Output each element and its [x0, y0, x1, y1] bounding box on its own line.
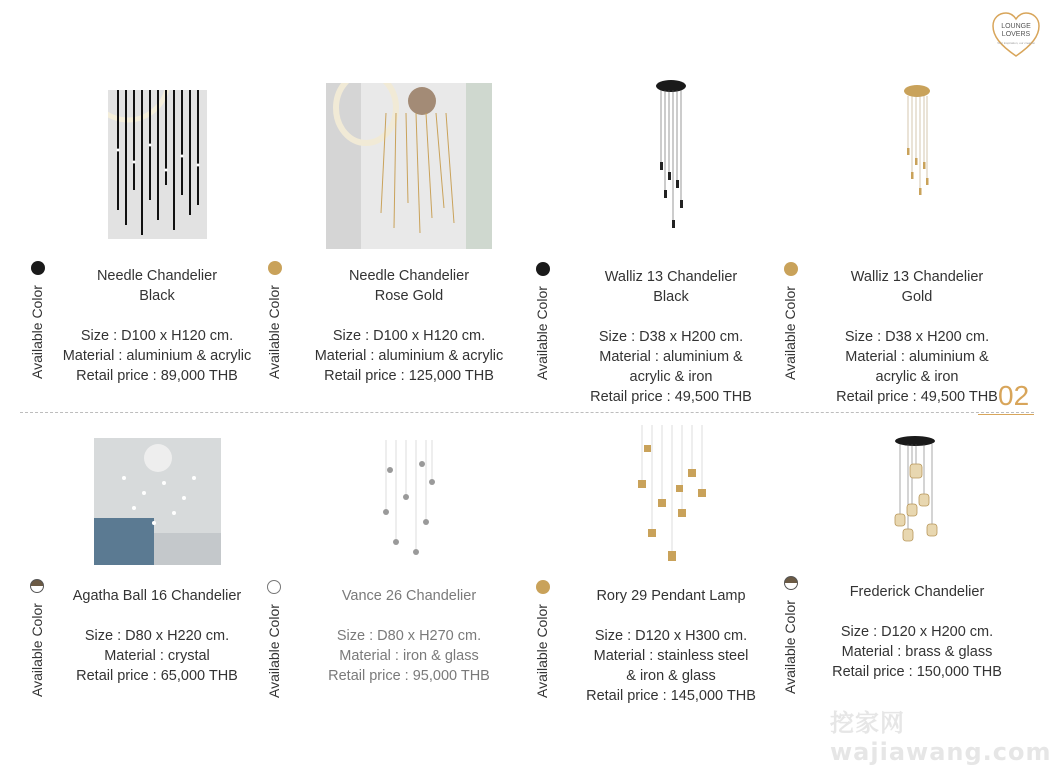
product-material: & iron & glass	[626, 668, 716, 684]
product-info-7	[556, 586, 786, 706]
logo-subtitle: Your inspiration, our creation	[996, 41, 1036, 45]
product-name: Walliz 13 Chandelier	[604, 269, 738, 285]
available-color-label: Available Color	[534, 604, 550, 698]
available-color-label: Available Color	[29, 603, 45, 697]
product-info-6	[294, 586, 524, 686]
product-price: Retail price : 125,000 THB	[324, 368, 494, 384]
product-name: Needle Chandelier	[96, 268, 218, 284]
product-size: Size : D38 x H200 cm.	[598, 329, 744, 345]
product-info-1	[42, 266, 272, 386]
available-color-label: Available Color	[29, 285, 45, 379]
product-info-5	[42, 586, 272, 686]
product-name: Vance 26 Chandelier	[341, 588, 477, 604]
product-price: Retail price : 65,000 THB	[76, 668, 238, 684]
product-size: Size : D80 x H220 cm.	[84, 628, 230, 644]
product-price: Retail price : 89,000 THB	[76, 368, 238, 384]
product-variant: Gold	[901, 289, 933, 305]
product-price: Retail price : 49,500 THB	[836, 389, 998, 405]
brand-logo	[990, 9, 1042, 59]
product-info-8	[802, 582, 1032, 682]
product-size: Size : D80 x H270 cm.	[336, 628, 482, 644]
product-price: Retail price : 150,000 THB	[832, 664, 1002, 680]
product-variant: Rose Gold	[374, 288, 444, 304]
product-size: Size : D120 x H200 cm.	[840, 624, 994, 640]
product-image-walliz-black	[655, 78, 688, 238]
product-price: Retail price : 145,000 THB	[586, 688, 756, 704]
product-image-needle-black	[108, 90, 207, 239]
product-material: acrylic & iron	[629, 369, 713, 385]
product-material: Material : aluminium &	[845, 349, 989, 365]
product-material: Material : aluminium &	[599, 349, 743, 365]
product-material: Material : crystal	[104, 648, 210, 664]
available-color-label: Available Color	[266, 604, 282, 698]
product-image-needle-rosegold	[326, 83, 492, 249]
product-info-3	[556, 267, 786, 407]
product-name: Frederick Chandelier	[849, 584, 985, 600]
product-image-walliz-gold	[902, 84, 932, 199]
product-material: Material : stainless steel	[593, 648, 749, 664]
logo-text: LOUNGE LOVERS	[1001, 23, 1031, 38]
available-color-label: Available Color	[266, 285, 282, 379]
product-name: Needle Chandelier	[348, 268, 470, 284]
product-size: Size : D38 x H200 cm.	[844, 329, 990, 345]
available-color-label: Available Color	[782, 600, 798, 694]
product-material: Material : aluminium & acrylic	[314, 348, 504, 364]
product-size: Size : D120 x H300 cm.	[594, 628, 748, 644]
product-name: Rory 29 Pendant Lamp	[596, 588, 746, 604]
product-material: Material : iron & glass	[339, 648, 479, 664]
product-image-frederick	[886, 436, 944, 554]
product-size: Size : D100 x H120 cm.	[332, 328, 486, 344]
product-material: Material : brass & glass	[841, 644, 993, 660]
section-divider	[20, 412, 1034, 413]
product-material: Material : aluminium & acrylic	[62, 348, 252, 364]
page-number-underline	[978, 414, 1034, 415]
product-price: Retail price : 49,500 THB	[590, 389, 752, 405]
product-name: Walliz 13 Chandelier	[850, 269, 984, 285]
product-variant: Black	[139, 288, 175, 304]
page-number: 02	[998, 380, 1030, 411]
product-image-vance	[376, 440, 438, 568]
product-size: Size : D100 x H120 cm.	[80, 328, 234, 344]
watermark: 挖家网 wajiawang.com	[830, 709, 1052, 766]
product-image-agatha	[94, 438, 221, 565]
available-color-label: Available Color	[534, 286, 550, 380]
product-material: acrylic & iron	[875, 369, 959, 385]
product-variant: Black	[653, 289, 689, 305]
product-info-2	[294, 266, 524, 386]
product-image-rory	[632, 425, 712, 571]
product-name: Agatha Ball 16 Chandelier	[72, 588, 242, 604]
available-color-label: Available Color	[782, 286, 798, 380]
product-price: Retail price : 95,000 THB	[328, 668, 490, 684]
